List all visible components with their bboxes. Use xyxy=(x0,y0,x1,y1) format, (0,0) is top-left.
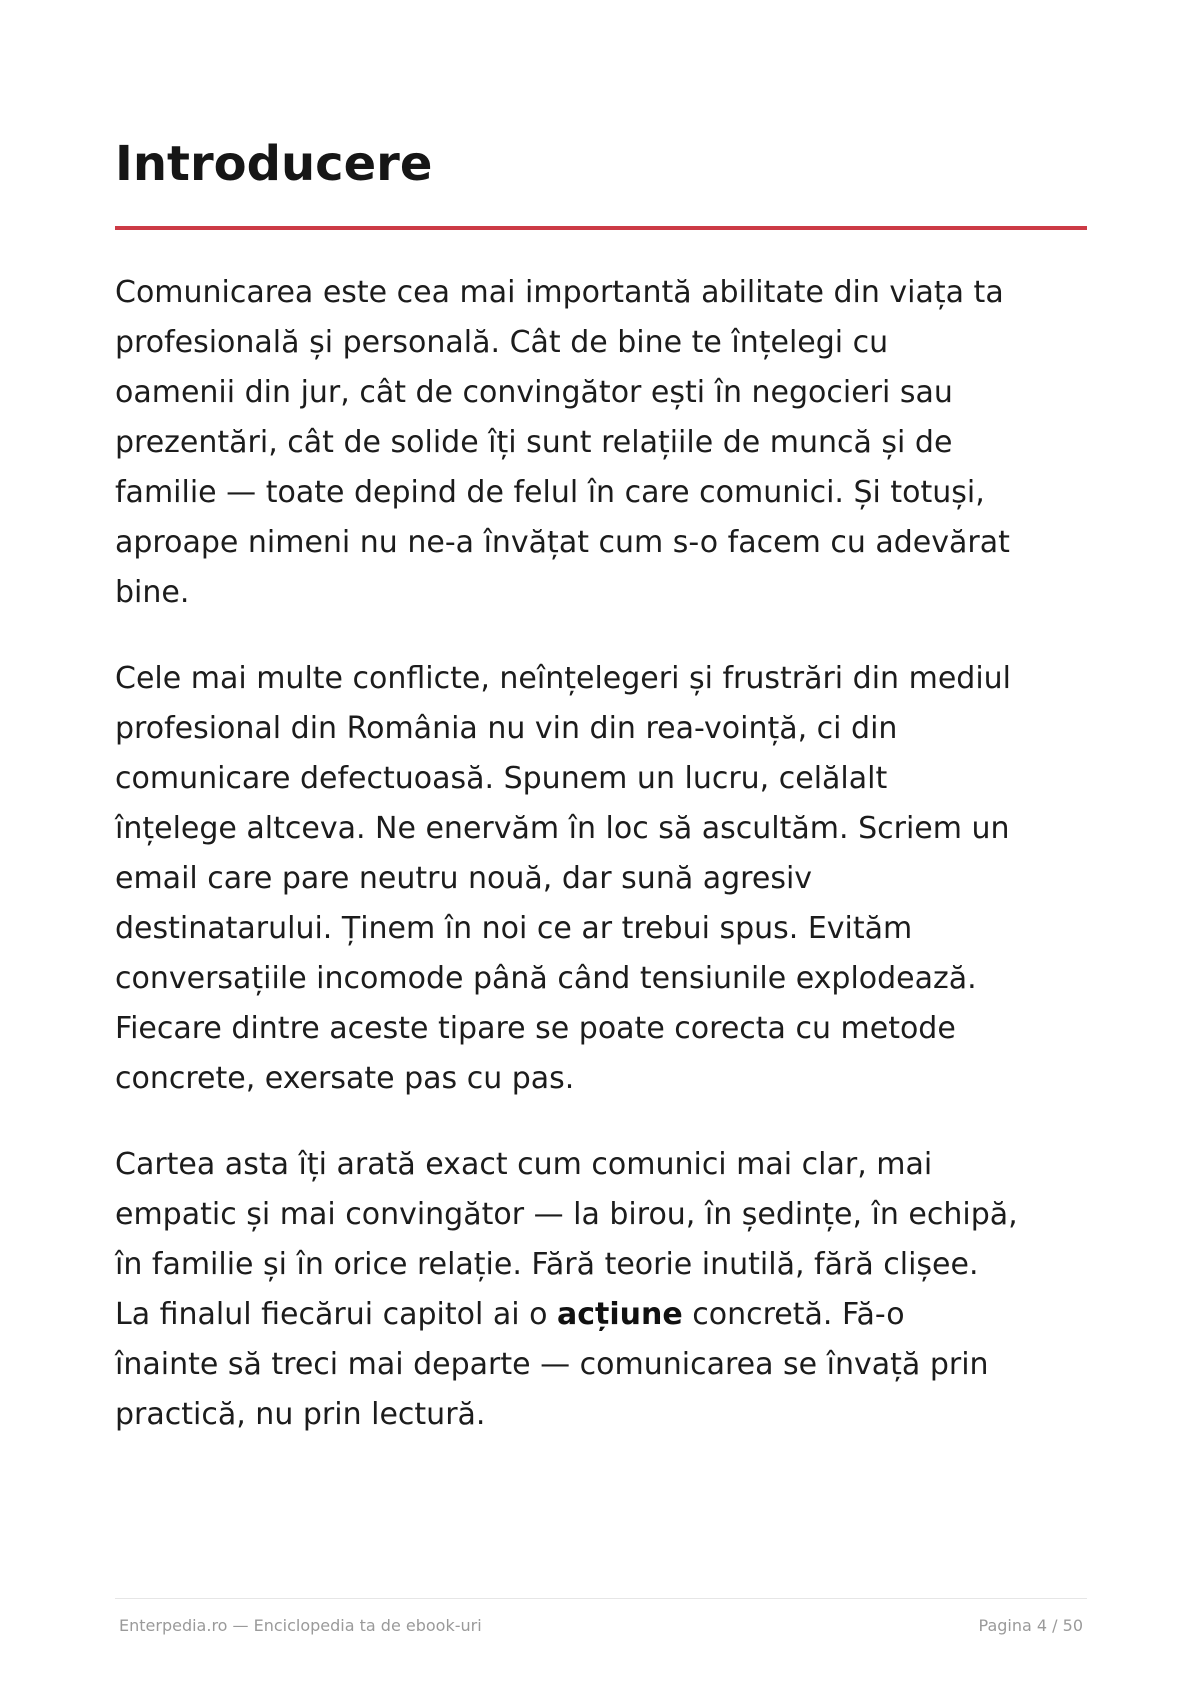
text-line: Fiecare dintre aceste tipare se poate corecta cu metode xyxy=(115,1011,956,1046)
page-number: Pagina 4 / 50 xyxy=(978,1616,1083,1635)
text-segment: La finalul fiecărui capitol ai o xyxy=(115,1297,557,1332)
paragraph-3 xyxy=(115,1140,1087,1440)
text-line: email care pare neutru nouă, dar sună agresiv xyxy=(115,861,813,896)
text-line: înainte să treci mai departe — comunicarea se învață prin xyxy=(115,1347,989,1382)
text-line: prezentări, cât de solide îți sunt relațiile de muncă și de xyxy=(115,425,953,460)
text-line: practică, nu prin lectură. xyxy=(115,1397,486,1432)
body-text xyxy=(115,268,1087,1476)
text-line: destinatarului. Ținem în noi ce ar trebui spus. Evităm xyxy=(115,911,913,946)
page-title: Introducere xyxy=(115,136,433,192)
text-line: Comunicarea este cea mai importantă abilitate din viața ta xyxy=(115,275,1004,310)
text-line-with-emphasis xyxy=(115,1290,1087,1340)
text-segment: concretă. Fă-o xyxy=(682,1297,905,1332)
text-line: bine. xyxy=(115,575,190,610)
text-line: conversațiile incomode până când tensiunile explodează. xyxy=(115,961,977,996)
footer-site-text: Enterpedia.ro — Enciclopedia ta de ebook-uri xyxy=(119,1616,482,1635)
emphasis-text: acțiune xyxy=(557,1297,683,1332)
document-page xyxy=(115,0,1087,1683)
text-line: profesională și personală. Cât de bine te înțelegi cu xyxy=(115,325,889,360)
text-line: Cartea asta îți arată exact cum comunici mai clar, mai xyxy=(115,1147,933,1182)
footer-divider xyxy=(115,1598,1087,1599)
text-line: empatic și mai convingător — la birou, în ședințe, în echipă, xyxy=(115,1197,1018,1232)
text-line: comunicare defectuoasă. Spunem un lucru, celălalt xyxy=(115,761,888,796)
text-line: aproape nimeni nu ne-a învățat cum s-o facem cu adevărat xyxy=(115,525,1010,560)
paragraph-2 xyxy=(115,654,1087,1104)
text-line: în familie și în orice relație. Fără teorie inutilă, fără clișee. xyxy=(115,1247,979,1282)
text-line: concrete, exersate pas cu pas. xyxy=(115,1061,575,1096)
title-divider xyxy=(115,226,1087,230)
text-line: familie — toate depind de felul în care comunici. Și totuși, xyxy=(115,475,985,510)
text-line: oamenii din jur, cât de convingător ești în negocieri sau xyxy=(115,375,953,410)
paragraph-1 xyxy=(115,268,1087,618)
text-line: Cele mai multe conflicte, neînțelegeri și frustrări din mediul xyxy=(115,661,1012,696)
text-line: profesional din România nu vin din rea-voință, ci din xyxy=(115,711,898,746)
text-line: înțelege altceva. Ne enervăm în loc să ascultăm. Scriem un xyxy=(115,811,1010,846)
